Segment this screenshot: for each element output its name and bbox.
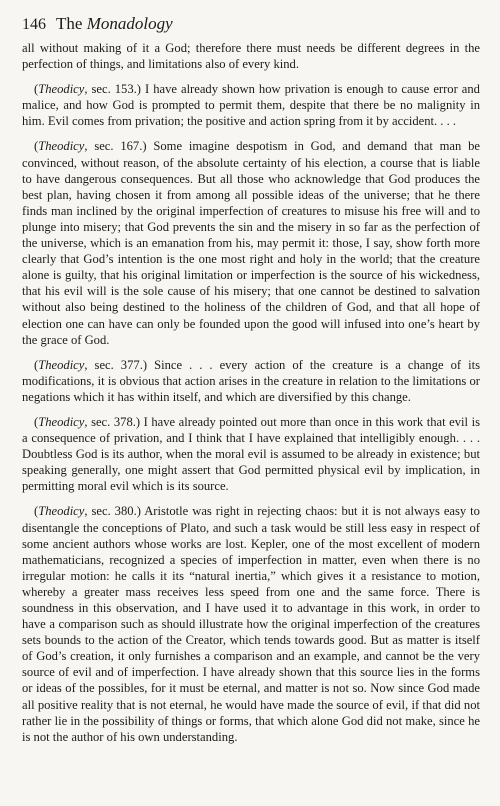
paragraph-theodicy-378 [22,414,480,494]
paragraph-theodicy-380 [22,503,480,744]
paragraph-theodicy-153 [22,81,480,129]
citation-ref: , sec. 167.) [84,139,147,154]
citation: (Theodicy, sec. 380.) [34,504,141,519]
citation-ref: , sec. 378.) [84,414,141,429]
running-title [56,14,173,34]
citation-ref: , sec. 377.) [84,357,148,372]
citation: (Theodicy, sec. 377.) [34,357,148,372]
citation-title: Theodicy [38,504,85,519]
paragraph-text: Since . . . every action of the creature is a change of its modifications, it is obvious that action arises in the creature in relation to the limitations or negations which it has within itself, and which are diversified by this change. [22,357,480,404]
citation: (Theodicy, sec. 153.) [34,82,141,97]
paragraph-text: all without making of it a God; therefore there must needs be different degrees in the perfection of things, and limitations also of every kind. [22,41,480,72]
citation-ref: , sec. 380.) [84,504,141,519]
paragraph-continuation [22,40,480,72]
citation-title: Theodicy [38,139,85,154]
paragraph-text: Aristotle was right in rejecting chaos: but it is not always easy to disentangle the conceptions of Plato, and such a task would be still less easy in respect of some ancient authors whose works are lost. Kepler, one of the most excellent of modern mathematicians, recognized a species of imperfection in matter, even when there is no irregular motion: he calls it its “natural inertia,” which gives it a resistance to motion, whereby a greater mass receives less speed from one and the same force. There is soundness in this observation, and I have used it to advantage in this work, in order to have a comparison such as should illustrate how the original imperfection of the creatures sets bounds to the action of the Creator, which tends towards good. But as matter is itself of God’s creation, it only furnishes a comparison and an example, and cannot be the very source of evil and of imperfection. I have already shown that this source lies in the forms or ideas of the possibles, for it must be eternal, and matter is not so. Now since God made all positive reality that is not eternal, he would have made the source of evil, if that did not rather lie in the possibility of things or forms, that which alone God did not make, since he is not the author of his own understanding. [22,504,480,744]
paragraph-theodicy-167 [22,138,480,347]
citation-title: Theodicy [38,82,85,97]
citation-title: Theodicy [38,414,85,429]
citation: (Theodicy, sec. 378.) [34,414,141,429]
citation-ref: , sec. 153.) [84,82,141,97]
citation: (Theodicy, sec. 167.) [34,139,147,154]
paragraph-text: Some imagine despotism in God, and demand that man be convinced, without reason, of the absolute certainty of his election, a course that is liable to have dangerous consequences. But all those who acknowledge that God produces the best plan, having chosen it from among all possible ideas of the universe; that he there finds man inclined by the original imperfection of creatures to misuse his free will and to plunge into misery; that God prevents the sin and the misery in so far as the perfection of the universe, which is an emanation from his, may permit it: those, I say, show forth more clearly that God’s intention is the one most right and holy in the world; that the creature alone is guilty, that his original limitation or imperfection is the source of his wickedness, that his evil will is the sole cause of his misery; that one cannot be destined to salvation without also being destined to the holiness of the children of God, and that all hope of election one can have can only be founded upon the good will infused into one’s heart by the grace of God. [22,139,480,347]
paragraph-text: I have already shown how privation is enough to cause error and malice, and how God is prompted to permit them, despite that there be no malignity in him. Evil comes from privation; the positive and action spring from it by accident. . . . [22,82,480,129]
paragraph-theodicy-377 [22,357,480,405]
citation-title: Theodicy [38,357,85,372]
running-header [22,14,480,38]
running-title-italic: Monadology [86,14,173,33]
paragraph-text: I have already pointed out more than once in this work that evil is a consequence of privation, and I think that I have explained that intelligibly enough. . . . Doubtless God is its author, when the moral evil is assumed to be already in existence; but speaking generally, one might assert that God permitted physical evil by implication, in permitting moral evil which is its source. [22,414,480,494]
page-number: 146 [22,16,46,33]
running-title-prefix: The [56,14,83,33]
